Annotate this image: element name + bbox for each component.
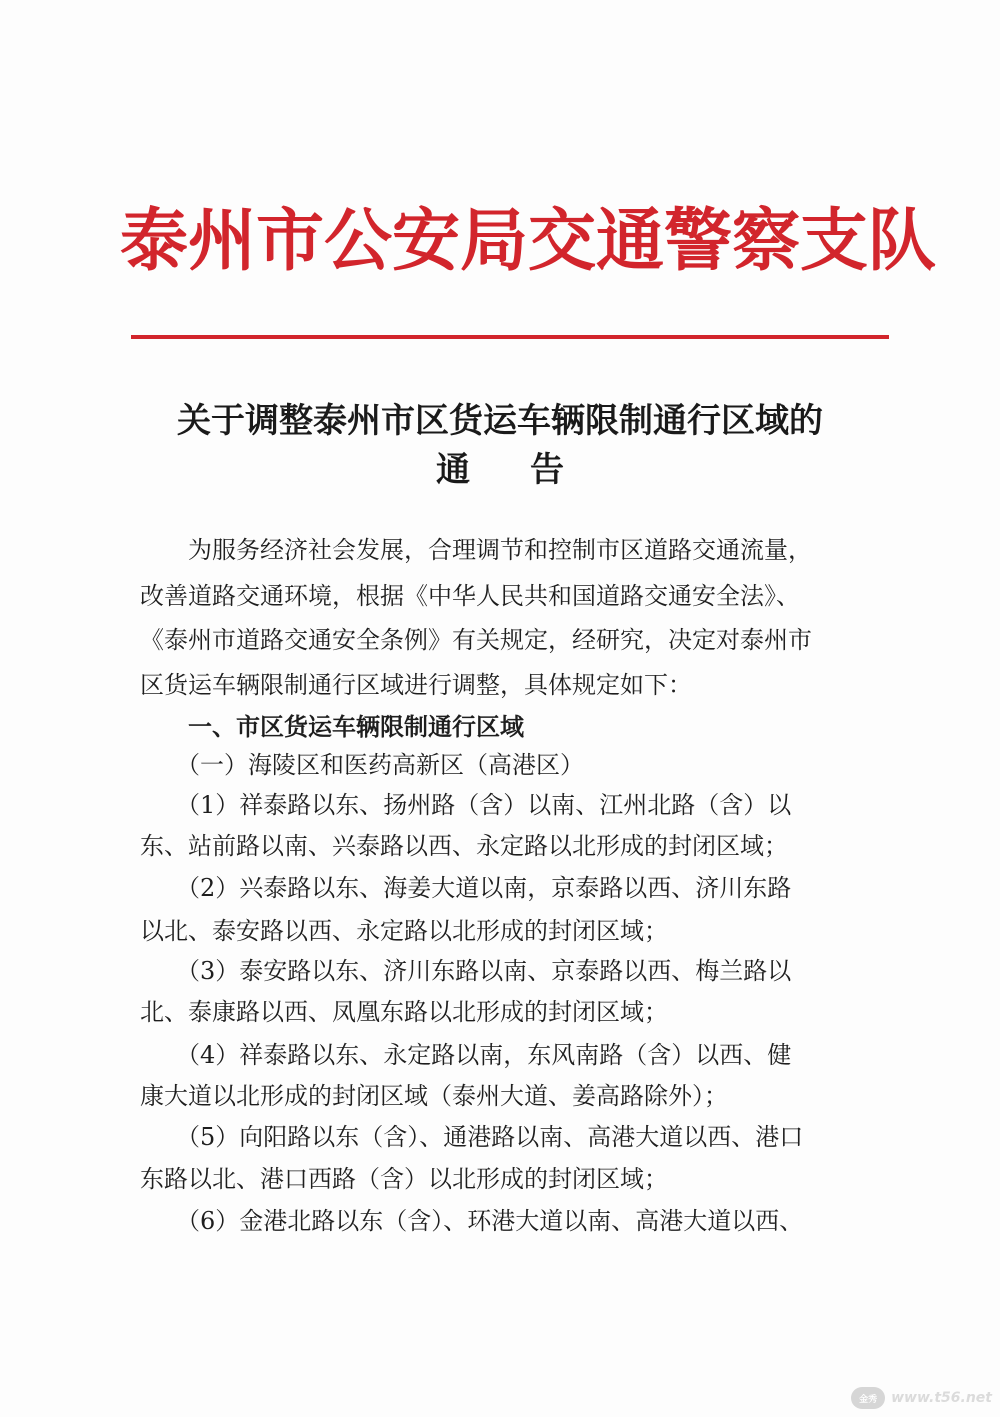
body-line: （6）金港北路以东（含）、环港大道以南、高港大道以西、	[140, 1207, 804, 1235]
body-line: （2）兴泰路以东、海姜大道以南，京泰路以西、济川东路	[140, 874, 792, 902]
notice-title-line2	[120, 446, 880, 494]
body-line: 以北、泰安路以西、永定路以北形成的封闭区域；	[140, 917, 668, 945]
notice-title-line1: 关于调整泰州市区货运车辆限制通行区域的	[177, 401, 823, 441]
body-line: （3）泰安路以东、济川东路以南、京泰路以西、梅兰路以	[140, 957, 792, 985]
body-line: 东路以北、港口西路（含）以北形成的封闭区域；	[140, 1165, 668, 1193]
body-line: （1）祥泰路以东、扬州路（含）以南、江州北路（含）以	[140, 791, 792, 819]
body-line: （4）祥泰路以东、永定路以南，东风南路（含）以西、健	[140, 1041, 792, 1069]
watermark-logo-icon: 金秀	[851, 1387, 885, 1409]
body-line: 康大道以北形成的封闭区域（泰州大道、姜高路除外）；	[140, 1082, 728, 1110]
notice-title-word-1: 通	[436, 450, 470, 490]
watermark-site-text: www.t56.net	[891, 1390, 992, 1406]
notice-title-word-2: 告	[530, 450, 564, 490]
body-line: 为服务经济社会发展，合理调节和控制市区道路交通流量，	[140, 536, 812, 564]
subsection-heading: （一）海陵区和医药高新区（高港区）	[140, 751, 584, 779]
body-line: 改善道路交通环境，根据《中华人民共和国道路交通安全法》、	[140, 582, 800, 610]
body-line: 《泰州市道路交通安全条例》有关规定，经研究，决定对泰州市	[140, 626, 812, 654]
body-line: （5）向阳路以东（含）、通港路以南、高港大道以西、港口	[140, 1123, 804, 1151]
body-line: 北、泰康路以西、凤凰东路以北形成的封闭区域；	[140, 998, 668, 1026]
body-line: 区货运车辆限制通行区域进行调整，具体规定如下：	[140, 671, 692, 699]
section-heading: 一、市区货运车辆限制通行区域	[140, 713, 524, 741]
site-watermark	[851, 1387, 992, 1409]
body-line: 东、站前路以南、兴泰路以西、永定路以北形成的封闭区域；	[140, 832, 788, 860]
letterhead-org-name: 泰州市公安局交通警察支队	[120, 201, 937, 281]
red-divider-rule	[131, 335, 889, 339]
